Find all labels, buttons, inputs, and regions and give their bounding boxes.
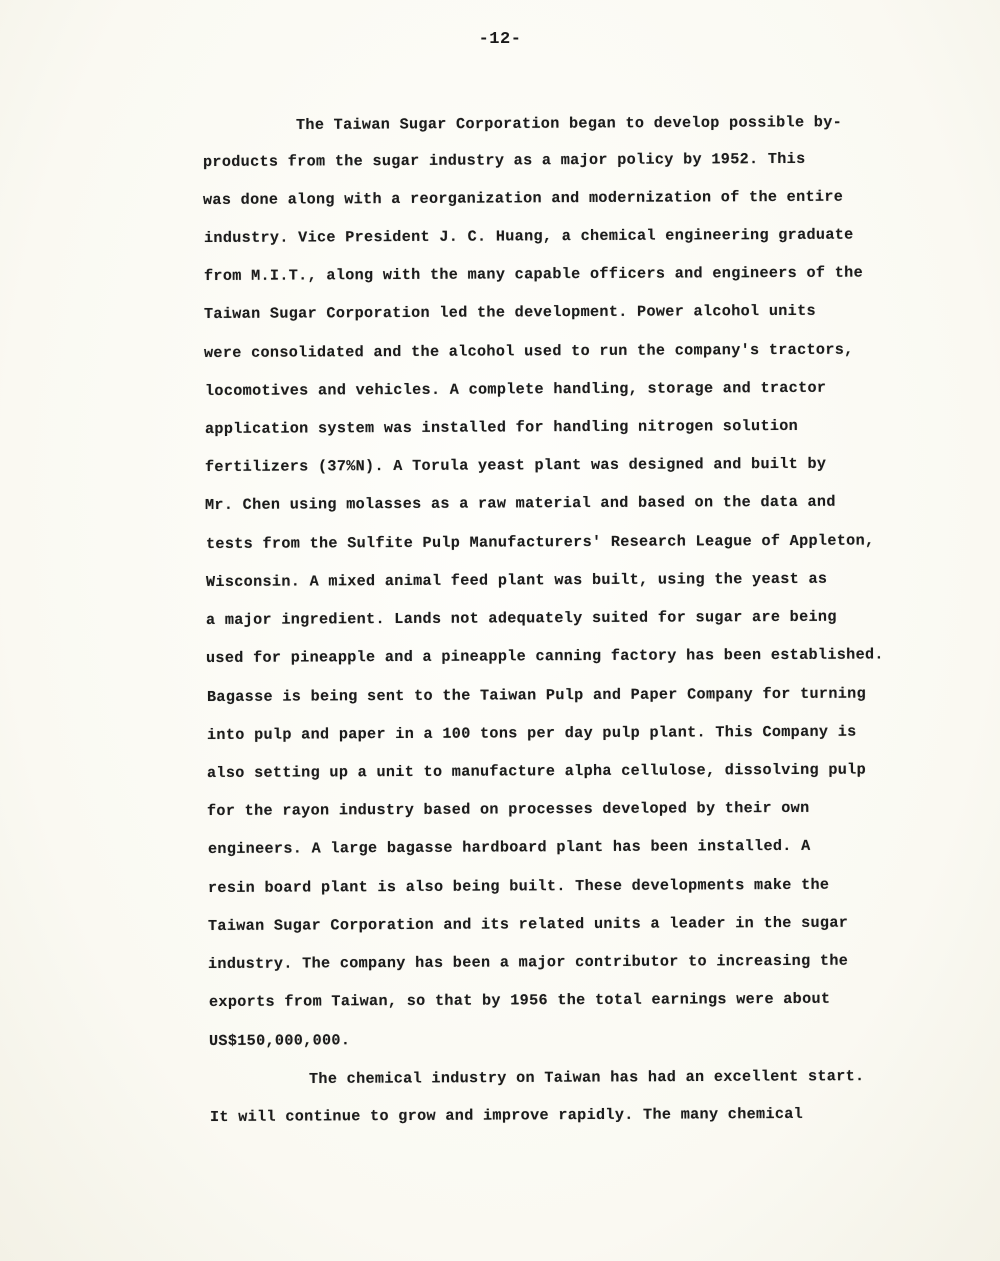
text-line: Wisconsin. A mixed animal feed plant was built, using the yeast as [205,569,828,591]
text-line: products from the sugar industry as a major policy by 1952. This [202,149,806,171]
text-line: The chemical industry on Taiwan has had an excellent start. [308,1067,865,1088]
text-line: fertilizers (37%N). A Torula yeast plant was designed and built by [204,454,827,476]
text-line: industry. Vice President J. C. Huang, a chemical engineering graduate [203,225,854,247]
text-line: was done along with a reorganization and modernization of the entire [202,187,844,209]
text-line: Mr. Chen using molasses as a raw material and based on the data and [204,492,836,514]
text-line: locomotives and vehicles. A complete handling, storage and tractor [204,378,827,400]
text-line: a major ingredient. Lands not adequately suited for sugar are being [205,607,837,629]
text-line: Bagasse is being sent to the Taiwan Pulp and Paper Company for turning [206,684,867,706]
text-line: also setting up a unit to manufacture alpha cellulose, dissolving pulp [206,760,867,782]
text-line: It will continue to grow and improve rapidly. The many chemical [209,1104,804,1126]
text-line: exports from Taiwan, so that by 1956 the total earnings were about [208,989,831,1011]
text-line: were consolidated and the alcohol used to run the company's tractors, [203,340,854,362]
text-line: Taiwan Sugar Corporation led the development. Power alcohol units [203,301,816,323]
text-line: industry. The company has been a major contributor to increasing the [207,951,849,973]
text-line: US$150,000,000. [208,1031,351,1050]
text-line: tests from the Sulfite Pulp Manufacturers' Research League of Appleton, [205,531,875,553]
page-number: -12- [478,30,522,49]
text-line: from M.I.T., along with the many capable officers and engineers of the [203,263,864,285]
text-line: engineers. A large bagasse hardboard plant has been installed. A [207,836,811,858]
text-line: used for pineapple and a pineapple canning factory has been established. [205,645,884,667]
text-line: The Taiwan Sugar Corporation began to develop possible by- [295,113,843,134]
text-line: for the rayon industry based on processes developed by their own [206,798,810,820]
text-line: resin board plant is also being built. These developments make the [207,875,830,897]
text-line: Taiwan Sugar Corporation and its related units a leader in the sugar [207,913,849,935]
text-line: into pulp and paper in a 100 tons per day pulp plant. This Company is [206,722,857,744]
text-line: application system was installed for handling nitrogen solution [204,416,799,438]
